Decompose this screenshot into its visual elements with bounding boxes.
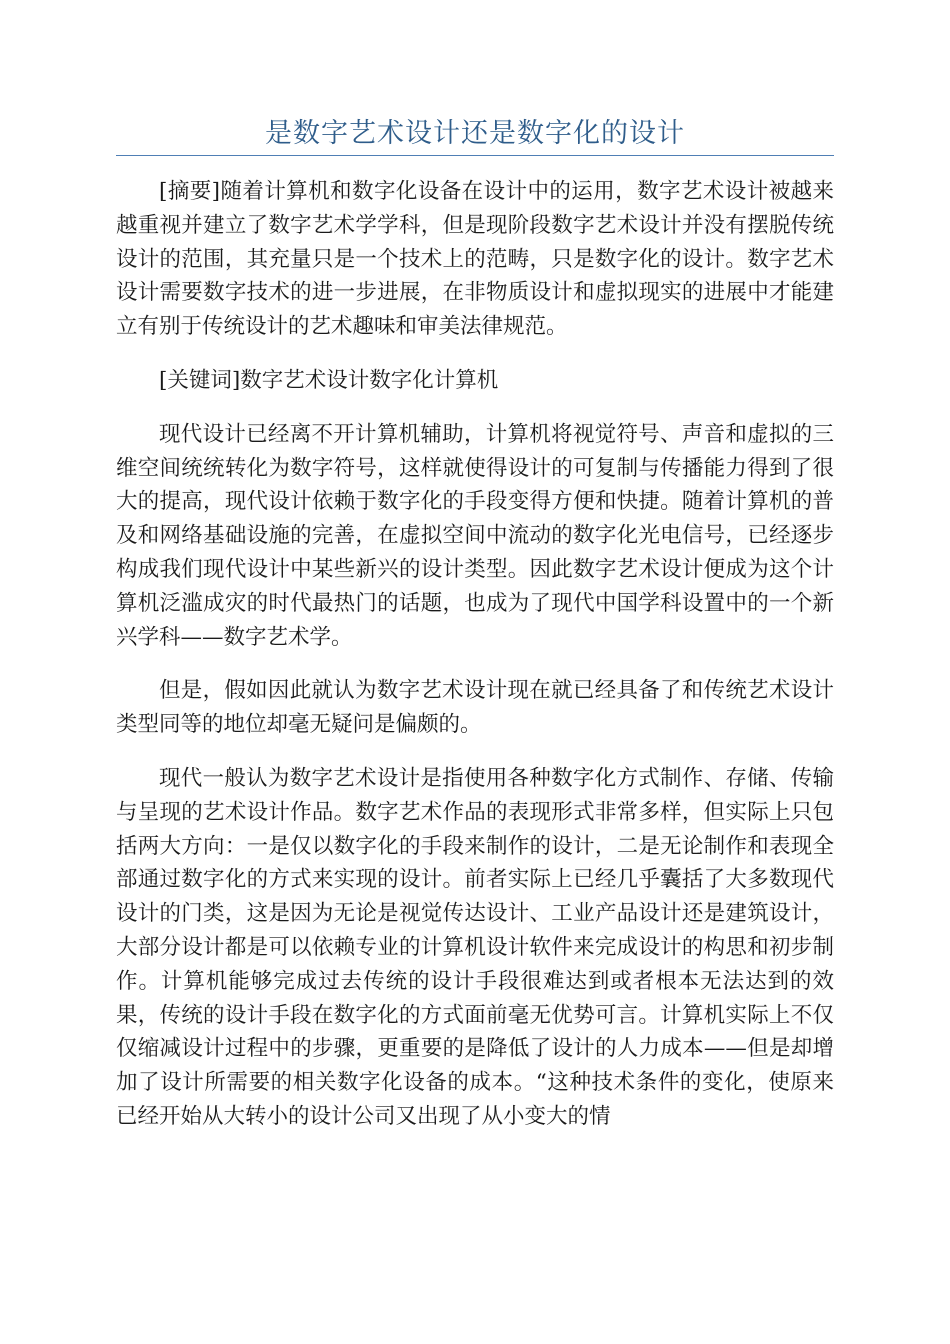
body-paragraph: 现代一般认为数字艺术设计是指使用各种数字化方式制作、存储、传输与呈现的艺术设计作品。数字艺术作品的表现形式非常多样，但实际上只包括两大方向：一是仅以数字化的手段来制作的设计，二是无论制作和表现全部通过数字化的方式来实现的设计。前者实际上已经几乎囊括了大多数现代设计的门类，这是因为无论是视觉传达设计、工业产品设计还是建筑设计，大部分设计都是可以依赖专业的计算机设计软件来完成设计的构思和初步制作。计算机能够完成过去传统的设计手段很难达到或者根本无法达到的效果，传统的设计手段在数字化的方式面前毫无优势可言。计算机实际上不仅仅缩减设计过程中的步骤，更重要的是降低了设计的人力成本——但是却增加了设计所需要的相关数字化设备的成本。“这种技术条件的变化，使原来已经开始从大转小的设计公司又出现了从小变大的情: [116, 765, 834, 1129]
abstract-paragraph: [摘要]随着计算机和数字化设备在设计中的运用，数字艺术设计被越来越重视并建立了数字艺术学学科，但是现阶段数字艺术设计并没有摆脱传统设计的范围，其充量只是一个技术上的范畴，只是数字化的设计。数字艺术设计需要数字技术的进一步进展，在非物质设计和虚拟现实的进展中才能建立有别于传统设计的艺术趣味和审美法律规范。: [116, 179, 834, 340]
body-paragraph: 现代设计已经离不开计算机辅助，计算机将视觉符号、声音和虚拟的三维空间统统转化为数字符号，这样就使得设计的可复制与传播能力得到了很大的提高，现代设计依赖于数字化的手段变得方便和快捷。随着计算机的普及和网络基础设施的完善，在虚拟空间中流动的数字化光电信号，已经逐步构成我们现代设计中某些新兴的设计类型。因此数字艺术设计便成为这个计算机泛滥成灾的时代最热门的话题，也成为了现代中国学科设置中的一个新兴学科——数字艺术学。: [116, 421, 834, 650]
document-body: [116, 175, 834, 1154]
keywords-paragraph: [关键词]数字艺术设计数字化计算机: [159, 367, 499, 393]
title-underline: [116, 155, 834, 156]
body-paragraph: 但是，假如因此就认为数字艺术设计现在就已经具备了和传统艺术设计类型同等的地位却毫无疑问是偏颇的。: [116, 678, 834, 738]
document-title: 是数字艺术设计还是数字化的设计: [265, 118, 685, 149]
